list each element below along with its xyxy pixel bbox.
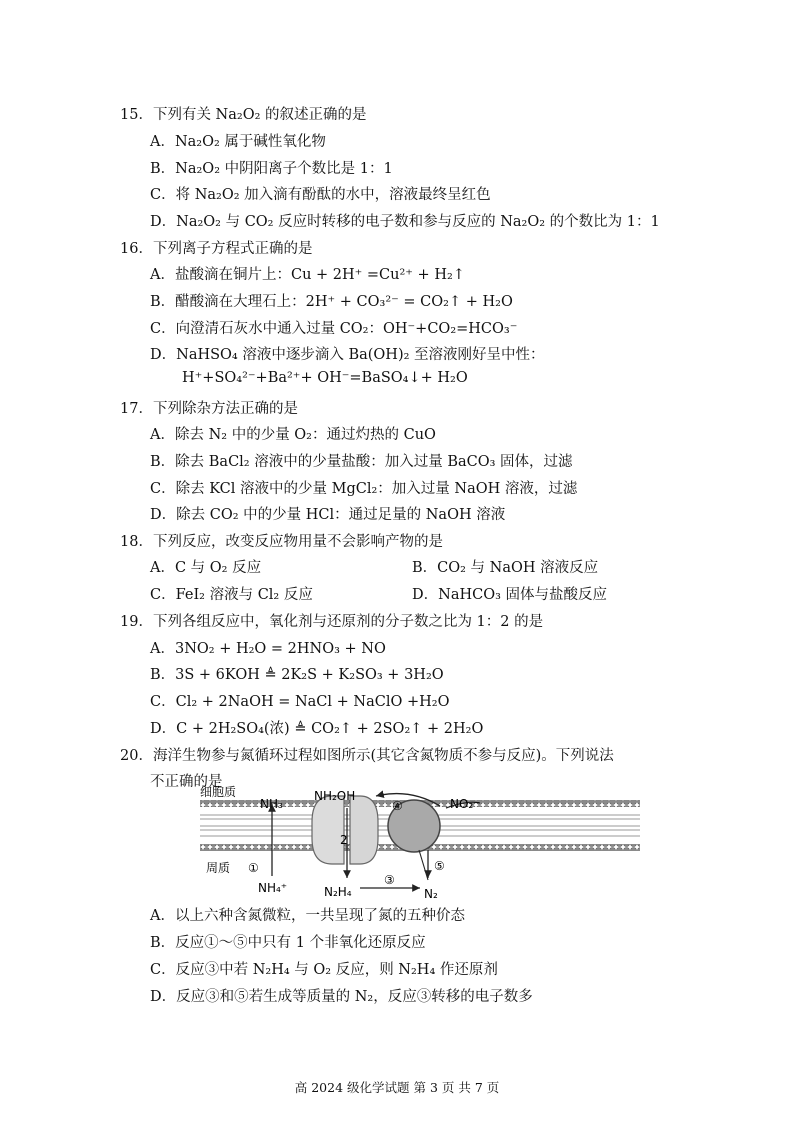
- q20-option-a: A．以上六种含氮微粒，一共呈现了氮的五种价态: [150, 908, 465, 924]
- q19-stem: 19．下列各组反应中，氧化剂与还原剂的分子数之比为 1：2 的是: [120, 614, 544, 630]
- q17-option-d: D．除去 CO₂ 中的少量 HCl：通过足量的 NaOH 溶液: [150, 507, 506, 523]
- nh4-label: NH₄⁺: [258, 881, 288, 895]
- q19-option-b: B．3S + 6KOH ≜ 2K₂S + K₂SO₃ + 3H₂O: [150, 667, 444, 683]
- q20-stem-line1: 20．海洋生物参与氮循环过程如图所示(其它含氮物质不参与反应)。下列说法: [120, 748, 614, 764]
- q19-option-a: A．3NO₂ + H₂O = 2HNO₃ + NO: [150, 641, 386, 657]
- q19-option-d: D．C + 2H₂SO₄(浓) ≜ CO₂↑ + 2SO₂↑ + 2H₂O: [150, 721, 484, 737]
- reaction-5-arrow-b: [419, 850, 428, 880]
- n2-label: N₂: [424, 887, 438, 901]
- q15-stem: 15．下列有关 Na₂O₂ 的叙述正确的是: [120, 107, 367, 123]
- q20-option-c: C．反应③中若 N₂H₄ 与 O₂ 反应，则 N₂H₄ 作还原剂: [150, 962, 498, 978]
- reaction-2-label: 2: [340, 833, 348, 847]
- q20-stem-line2: 不正确的是: [150, 774, 223, 790]
- q16-option-c: C．向澄清石灰水中通入过量 CO₂：OH⁻+CO₂=HCO₃⁻: [150, 321, 518, 337]
- q17-option-a: A．除去 N₂ 中的少量 O₂：通过灼热的 CuO: [150, 427, 436, 443]
- nh3-label: NH₃: [260, 797, 283, 811]
- q18-stem: 18．下列反应，改变反应物用量不会影响产物的是: [120, 534, 443, 550]
- q18-option-c: C．FeI₂ 溶液与 Cl₂ 反应: [150, 587, 313, 603]
- q17-stem: 17．下列除杂方法正确的是: [120, 401, 298, 417]
- reaction-5-label: ⑤: [434, 859, 445, 873]
- n2h4-label: N₂H₄: [324, 885, 352, 899]
- q19-option-c: C．Cl₂ + 2NaOH = NaCl + NaClO +H₂O: [150, 694, 450, 710]
- nh2oh-label: NH₂OH: [314, 789, 356, 803]
- no2-label: NO₂⁻: [450, 797, 480, 811]
- cytoplasm-label: 细胞质: [200, 785, 237, 799]
- q17-option-c: C．除去 KCl 溶液中的少量 MgCl₂：加入过量 NaOH 溶液，过滤: [150, 481, 578, 497]
- q16-option-b: B．醋酸滴在大理石上：2H⁺ + CO₃²⁻ = CO₂↑ + H₂O: [150, 294, 513, 310]
- q20-option-b: B．反应①～⑤中只有 1 个非氧化还原反应: [150, 935, 426, 951]
- q18-option-a: A．C 与 O₂ 反应: [150, 560, 262, 576]
- q17-option-b: B．除去 BaCl₂ 溶液中的少量盐酸：加入过量 BaCO₃ 固体，过滤: [150, 454, 573, 470]
- q20-option-d: D．反应③和⑤若生成等质量的 N₂，反应③转移的电子数多: [150, 989, 533, 1005]
- reaction-1-label: ①: [248, 861, 259, 875]
- q15-option-c: C．将 Na₂O₂ 加入滴有酚酞的水中，溶液最终呈红色: [150, 187, 491, 203]
- q18-option-b: B．CO₂ 与 NaOH 溶液反应: [412, 560, 599, 576]
- q16-option-d-equation: H⁺+SO₄²⁻+Ba²⁺+ OH⁻=BaSO₄↓+ H₂O: [182, 370, 468, 386]
- q16-option-d: D．NaHSO₄ 溶液中逐步滴入 Ba(OH)₂ 至溶液刚好呈中性：: [150, 347, 545, 363]
- reaction-3-label: ③: [384, 873, 395, 887]
- q16-stem: 16．下列离子方程式正确的是: [120, 241, 313, 257]
- q15-option-d: D．Na₂O₂ 与 CO₂ 反应时转移的电子数和参与反应的 Na₂O₂ 的个数比为 1：1: [150, 214, 660, 230]
- q15-option-a: A．Na₂O₂ 属于碱性氧化物: [150, 134, 326, 150]
- q16-option-a: A．盐酸滴在铜片上：Cu + 2H⁺ =Cu²⁺ + H₂↑: [150, 267, 465, 283]
- reaction-4-label: ④: [392, 799, 403, 813]
- page-footer: 高 2024 级化学试题 第 3 页 共 7 页: [294, 1080, 500, 1095]
- q18-option-d: D．NaHCO₃ 固体与盐酸反应: [412, 587, 608, 603]
- periplasm-label: 周质: [206, 861, 231, 875]
- q15-option-b: B．Na₂O₂ 中阴阳离子个数比是 1：1: [150, 161, 393, 177]
